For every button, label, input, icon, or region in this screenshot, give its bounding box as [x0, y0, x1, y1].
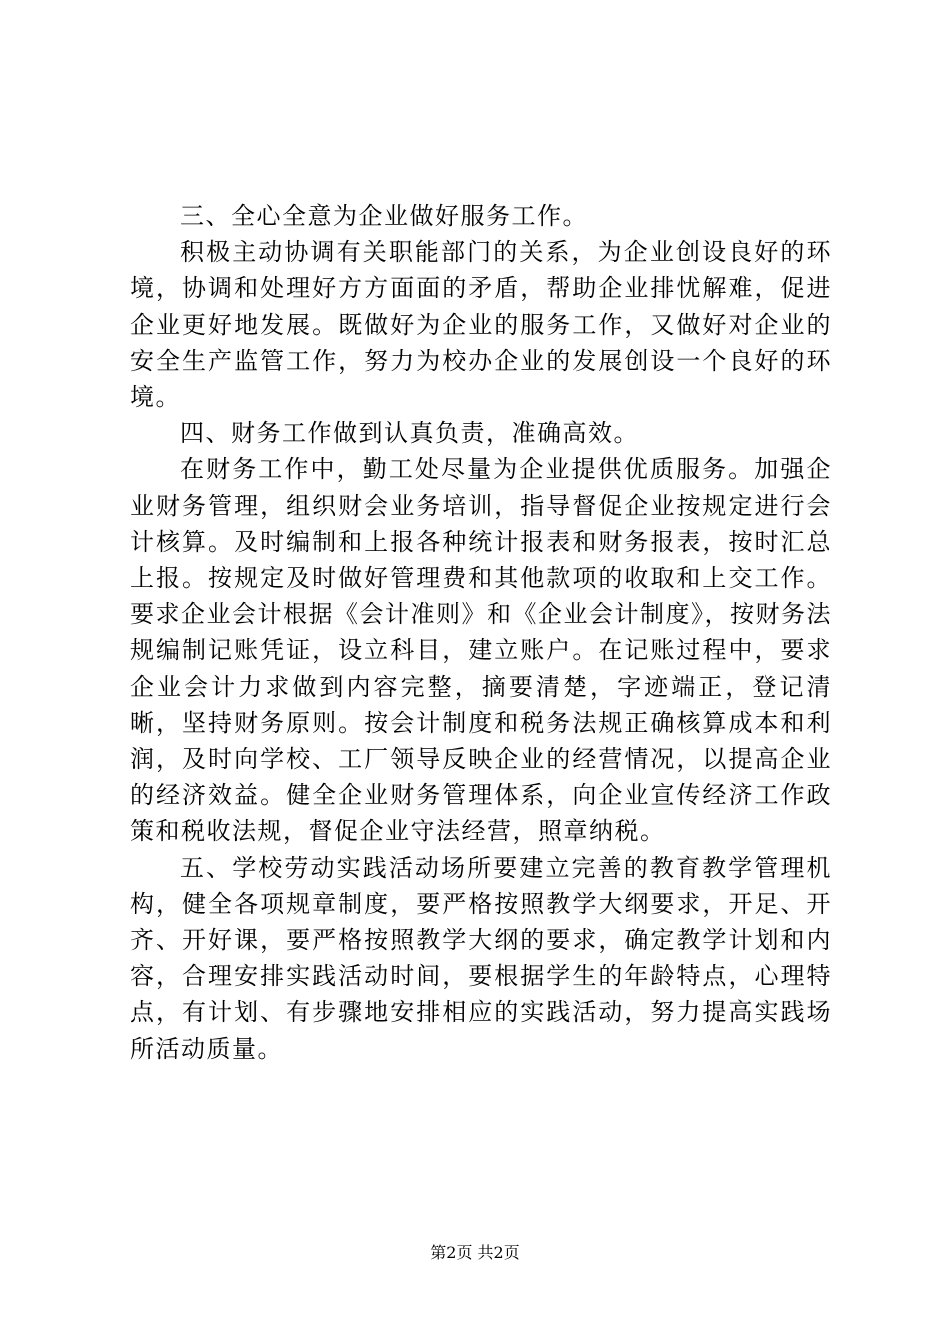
page-number-footer: 第2页 共2页	[430, 1243, 520, 1262]
section-heading-4: 四、财务工作做到认真负责，准确高效。	[180, 419, 639, 448]
document-body	[130, 198, 832, 1067]
paragraph: 在财务工作中，勤工处尽量为企业提供优质服务。加强企业财务管理，组织财会业务培训，指导督促企业按规定进行会计核算。及时编制和上报各种统计报表和财务报表，按时汇总上报。按规定及时做好管理费和其他款项的收取和上交工作。要求企业会计根据《会计准则》和《企业会计制度》，按财务法规编制记账凭证，设立科目，建立账户。在记账过程中，要求企业会计力求做到内容完整，摘要清楚，字迹端正，登记清晰，坚持财务原则。按会计制度和税务法规正确核算成本和利润，及时向学校、工厂领导反映企业的经营情况，以提高企业的经济效益。健全企业财务管理体系，向企业宣传经济工作政策和税收法规，督促企业守法经营，照章纳税。	[130, 455, 832, 846]
paragraph: 积极主动协调有关职能部门的关系，为企业创设良好的环境，协调和处理好方方面面的矛盾，帮助企业排忧解难，促进企业更好地发展。既做好为企业的服务工作，又做好对企业的安全生产监管工作，努力为校办企业的发展创设一个良好的环境。	[130, 238, 832, 412]
section-heading-3: 三、全心全意为企业做好服务工作。	[180, 202, 588, 230]
paragraph: 五、学校劳动实践活动场所要建立完善的教育教学管理机构，健全各项规章制度，要严格按照教学大纲要求，开足、开齐、开好课，要严格按照教学大纲的要求，确定教学计划和内容，合理安排实践活动时间，要根据学生的年龄特点，心理特点，有计划、有步骤地安排相应的实践活动，努力提高实践场所活动质量。	[130, 853, 832, 1063]
